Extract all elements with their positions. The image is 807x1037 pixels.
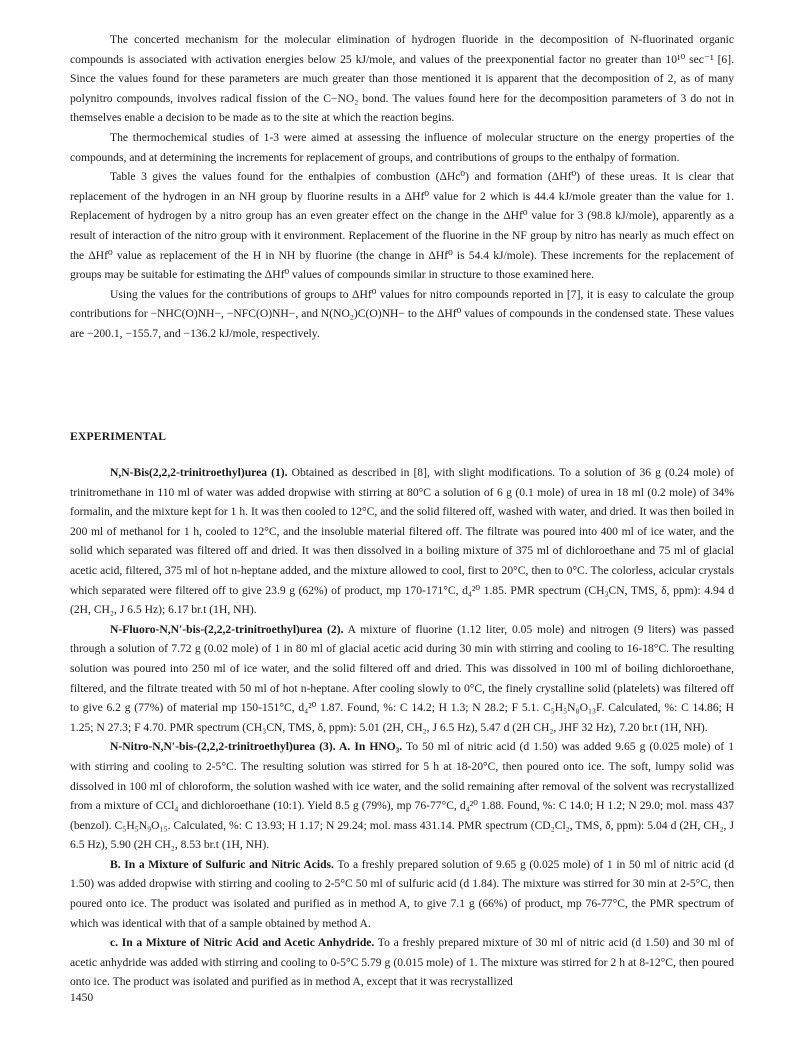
compound3-method-c-paragraph bbox=[70, 933, 734, 992]
method-a-text: To 50 ml of nitric acid (d 1.50) was added 9.65 g (0.025 mole) of 1 with stirring and cooling to 2-5°C. The resulting solution was stirred for 5 h at 18-20°C, then poured onto ice. The soft, lumpy solid was dissolved in 100 ml of chloroform, the solution washed with ice water, and the solid remaining after removal of the solvent was recrystallized from a mixture of CCl₄ and dichloroethane (10:1). Yield 8.5 g (79%), mp 76-77°C, d₄²⁰ 1.88. Found, %: C 14.0; H 1.2; N 29.0; mol. mass 437 (benzol). C₅H₅N₉O₁₅. Calculated, %: C 13.93; H 1.17; N 29.24; mol. mass 431.14. PMR spectrum (CD₂Cl₂, TMS, δ, ppm): 5.04 d (2H, CH₂, J 6.5 Hz), 5.90 (2H CH₂, 8.53 br.t (1H, NH). bbox=[70, 740, 734, 852]
compound3-method-a-paragraph bbox=[70, 737, 734, 855]
paragraph-table3: Table 3 gives the values found for the enthalpies of combustion (ΔHc⁰) and formation (ΔHf⁰) of these ureas. It is clear that replacement of the hydrogen in an NH group by fluorine results in a ΔHf⁰ value for 2 which is 44.4 kJ/mole greater than the value for 1. Replacement of hydrogen by a nitro group has an even greater effect on the change in the ΔHf⁰ value for 3 (98.8 kJ/mole), apparently as a result of interaction of the nitro group with it environment. Replacement of the fluorine in the NF group by nitro has nearly as much effect on the ΔHf⁰ value as replacement of the H in NH by fluorine (the change in ΔHf⁰ is 54.4 kJ/mole). These increments for the replacement of groups may be suitable for estimating the ΔHf⁰ values of compounds similar in structure to those examined here. bbox=[70, 170, 734, 282]
compound3-method-b-paragraph bbox=[70, 855, 734, 933]
page-number: 1450 bbox=[70, 991, 94, 1004]
paragraph-thermochemical: The thermochemical studies of 1-3 were aimed at assessing the influence of molecular structure on the energy properties of the compounds, and at determining the increments for replacement of groups, and contributions of groups to the enthalpy of formation. bbox=[70, 130, 734, 164]
compound1-paragraph bbox=[70, 463, 734, 620]
method-b-label: B. In a Mixture of Sulfuric and Nitric Acids. bbox=[110, 857, 334, 871]
method-b-text: To a freshly prepared solution of 9.65 g (0.025 mole) of 1 in 50 ml of nitric acid (d 1.50) was added dropwise with stirring and cooling to 2-5°C 50 ml of sulfuric acid (d 1.84). The mixture was stirred for 30 min at 2-5°C, then poured onto ice. The product was isolated and purified as in method A, to give 7.1 g (66%) of product, mp 76-77°C, the PMR spectrum of which was identical with that of a sample obtained by method A. bbox=[70, 857, 734, 930]
compound1-text: Obtained as described in [8], with slight modifications. To a solution of 36 g (0.24 mole) of trinitromethane in 110 ml of water was added dropwise with stirring at 80°C a solution of 6 g (0.1 mole) of urea in 18 ml (0.2 mole) of 34% formalin, and the mixture kept for 1 h. It was then cooled to 12°C, and the solid filtered off, washed with water, and dried. It was then boiled in 200 ml of methanol for 1 h, cooled to 12°C, and the insoluble material filtered off. The filtrate was poured into 400 ml of ice water, and the solid which separated was filtered off and dried. It was then dissolved in a boiling mixture of 375 ml of dichloroethane and 75 ml of glacial acetic acid, filtered, 375 ml of hot n-heptane added, and the mixture allowed to cool, first to 20°C, then to 0°C. The colorless, acicular crystals which separated were filtered off to give 23.9 g (62%) of product, mp 170-171°C, d₄²⁰ 1.85. PMR spectrum (CH₃CN, TMS, δ, ppm): 4.94 d (2H, CH₂, J 6.5 Hz); 6.17 br.t (1H, NH). bbox=[70, 466, 734, 617]
compound2-text: A mixture of fluorine (1.12 liter, 0.05 mole) and nitrogen (9 liters) was passed through a solution of 7.72 g (0.02 mole) of 1 in 80 ml of glacial acetic acid during 30 min with stirring and cooling to 16-18°C. The resulting solution was poured into 250 ml of ice water, and the solid filtered off and dried. This was dissolved in 100 ml of boiling dichloroethane, filtered, and the filtrate treated with 50 ml of hot n-heptane. After cooling slowly to 0°C, the finely crystalline solid (platelets) was filtered off to give 6.2 g (77%) of material mp 150-151°C, d₄²⁰ 1.87. Found, %: C 14.2; H 1.3; N 28.2; F 5.1. C₅H₅N₈O₁₃F. Calculated, %: C 14.86; H 1.25; N 27.3; F 4.70. PMR spectrum (CH₃CN, TMS, δ, ppm): 5.01 (2H, CH₂, J 6.5 Hz), 5.47 d (2H CH₂, JHF 32 Hz), 7.20 br.t (1H, NH). bbox=[70, 622, 734, 734]
compound2-paragraph bbox=[70, 620, 734, 738]
paragraph-group-contributions: Using the values for the contributions of groups to ΔHf⁰ values for nitro compounds reported in [7], it is easy to calculate the group contributions for −NHC(O)NH−, −NFC(O)NH−, and N(NO₂)C(O)NH− to the ΔHf⁰ values of compounds in the condensed state. These values are −200.1, −155.7, and −136.2 kJ/mole, respectively. bbox=[70, 287, 734, 340]
paragraph-mechanism: The concerted mechanism for the molecular elimination of hydrogen fluoride in the decomposition of N-fluorinated organic compounds is associated with activation energies below 25 kJ/mole, and values of the preexponential factor no greater than 10¹⁰ sec⁻¹ [6]. Since the values found for these parameters are much greater than those mentioned it is apparent that the decomposition of 2, as of many polynitro compounds, involves radical fission of the C−NO₂ bond. The values found here for the decomposition parameters of 3 do not in themselves enable a decision to be made as to the site at which the reaction begins. bbox=[70, 33, 734, 125]
section-heading-experimental: EXPERIMENTAL bbox=[70, 430, 167, 443]
experimental-section bbox=[70, 463, 734, 992]
compound1-name: N,N-Bis(2,2,2-trinitroethyl)urea (1). bbox=[110, 466, 288, 479]
method-a-label: A. In HNO₃. bbox=[335, 740, 403, 754]
method-c-label: c. In a Mixture of Nitric Acid and Acetic Anhydride. bbox=[110, 936, 375, 950]
intro-section bbox=[70, 30, 734, 344]
compound2-name: N-Fluoro-N,N′-bis-(2,2,2-trinitroethyl)urea (2). bbox=[110, 622, 344, 636]
compound3-name: N-Nitro-N,N′-bis-(2,2,2-trinitroethyl)urea (3). bbox=[110, 740, 336, 754]
method-c-text: To a freshly prepared mixture of 30 ml of nitric acid (d 1.50) and 30 ml of acetic anhydride was added with stirring and cooling to 0-5°C 5.79 g (0.015 mole) of 1. The mixture was stirred for 2 h at 8-12°C, then poured onto ice. The product was isolated and purified as in method A, except that it was recrystallized bbox=[70, 936, 734, 989]
